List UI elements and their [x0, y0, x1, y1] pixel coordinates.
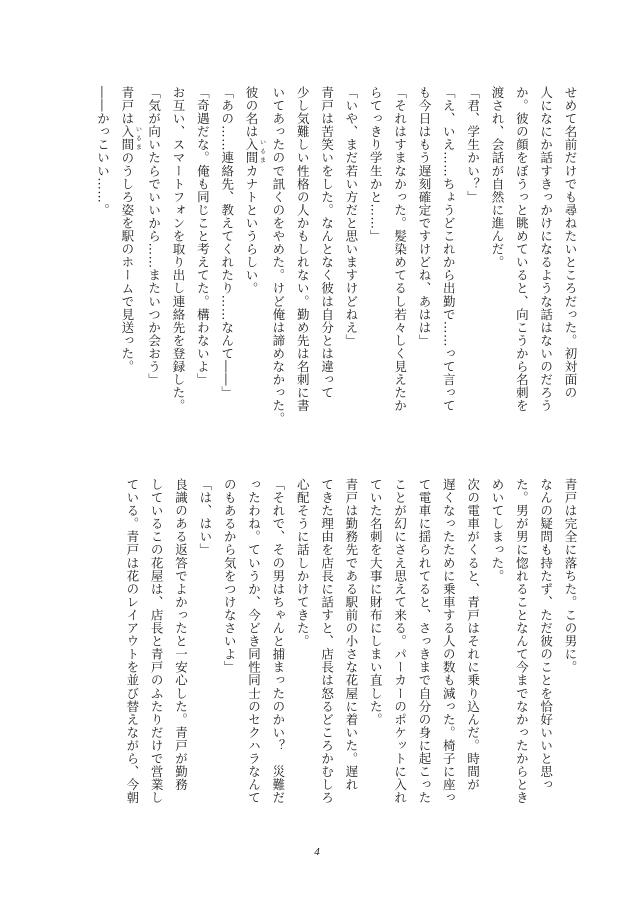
text-line: 「君、学生かい？」 — [465, 86, 481, 204]
text-line: お互い、スマートフォンを取り出し連絡先を登録した。 — [171, 86, 186, 413]
text-line: ――かっこいい……。 — [95, 86, 111, 217]
text-line: 青戸は入間 いるまのうしろ姿を駅のホームで見送った。 — [119, 86, 142, 374]
ruby-reading: いるま — [258, 138, 266, 165]
text-line: 「奇遇だな。俺も同じこと考えてた。構わないよ」 — [195, 86, 211, 387]
text-line: 少し気難しい性格の人かもしれない。勤め先は名刺に書 — [295, 86, 311, 413]
text-line: 「いや、まだ若い方だと思いますけどねえ」 — [343, 86, 359, 347]
text-line: しているこの花屋は、店長と青戸のふたりだけで営業し — [149, 478, 165, 805]
text-line: 「それはすまなかった。髪染めてるし若々しく見えたか — [392, 86, 408, 413]
text-line: めいてしまった。 — [489, 478, 505, 583]
text-line: ことが幻にさえ思えて来る。パーカーのポケットに入れ — [392, 478, 408, 805]
text-line: 青戸は苦笑いをした。なんとなく彼は自分とは違って — [319, 86, 335, 400]
text-line: 「それで、その男はちゃんと捕まったのかい？ 災難だ — [270, 478, 286, 805]
upper-text-block — [90, 86, 582, 478]
text-line: 彼の名は入間 いるまカナトというらしい。 — [244, 86, 266, 295]
text-line: て電車に揺られてると、さっきまで自分の身に起こった — [416, 478, 432, 805]
page-number: 4 — [314, 846, 320, 858]
text-line: 遅くなったために乗車する人の数も減った。椅子に座っ — [441, 478, 457, 805]
name-ruby: 入間 いるま — [244, 138, 266, 165]
text-line: 青戸は完全に落ちた。この男に。 — [563, 478, 578, 674]
text-line: いてあったので訊くのをやめた。けど俺は諦めなかった。 — [270, 86, 286, 426]
text-line: のもあるから気をつけなさいよ」 — [222, 478, 238, 674]
text-line: 「あの……連絡先、教えてくれたり……なんて――」 — [219, 86, 235, 400]
text-line: ている。青戸は花のレイアウトを並び替えながら、今朝 — [124, 478, 140, 805]
text-line: た。男が男に惚れることなんて今までなかったからとき — [514, 478, 530, 805]
text-line: 「気が向いたらでいいから……またいつか会おう」 — [146, 86, 162, 387]
lower-text-block — [119, 478, 582, 808]
text-line: 「は、はい」 — [197, 478, 213, 557]
text-line: 良識のある返答でよかったと一安心した。青戸が勤務 — [173, 478, 189, 792]
text-line: 「え、いえ……ちょうどこれから出勤で……って言って — [441, 86, 457, 413]
text-line: 心配そうに話しかけてきた。 — [295, 478, 311, 648]
text-line: なんの疑問も持たず、ただ彼のことを恰好いいと思っ — [538, 478, 554, 792]
text-line: てきた理由を店長に話すと、店長は怒るどころかむしろ — [319, 478, 335, 805]
text-line: ていた名刺を大事に財布にしまい直した。 — [368, 478, 384, 726]
text-line: 渡され、会話が自然に進んだ。 — [489, 86, 505, 269]
text-line: 次の電車がくると、青戸はそれに乗り込んだ。時間が — [465, 478, 481, 792]
text-line: せめて名前だけでも尋ねたいところだった。初対面の — [563, 86, 578, 400]
text-line: 青戸は勤務先である駅前の小さな花屋に着いた。遅れ — [343, 478, 359, 792]
text-line: ったわね。ていうか、今どき同性同士のセクハラなんて — [246, 478, 262, 805]
text-line: か。彼の顔をぼうっと眺めていると、向こうから名刺を — [514, 86, 530, 413]
text-line: も今日はもう遅刻確定ですけどね、あはは」 — [416, 86, 432, 347]
text-line: 人になにか話すきっかけになるような話はないのだろう — [538, 86, 554, 413]
name-ruby: 入間 いるま — [119, 125, 142, 152]
text-line: らてっきり学生かと……」 — [368, 86, 384, 243]
ruby-reading: いるま — [134, 125, 142, 152]
